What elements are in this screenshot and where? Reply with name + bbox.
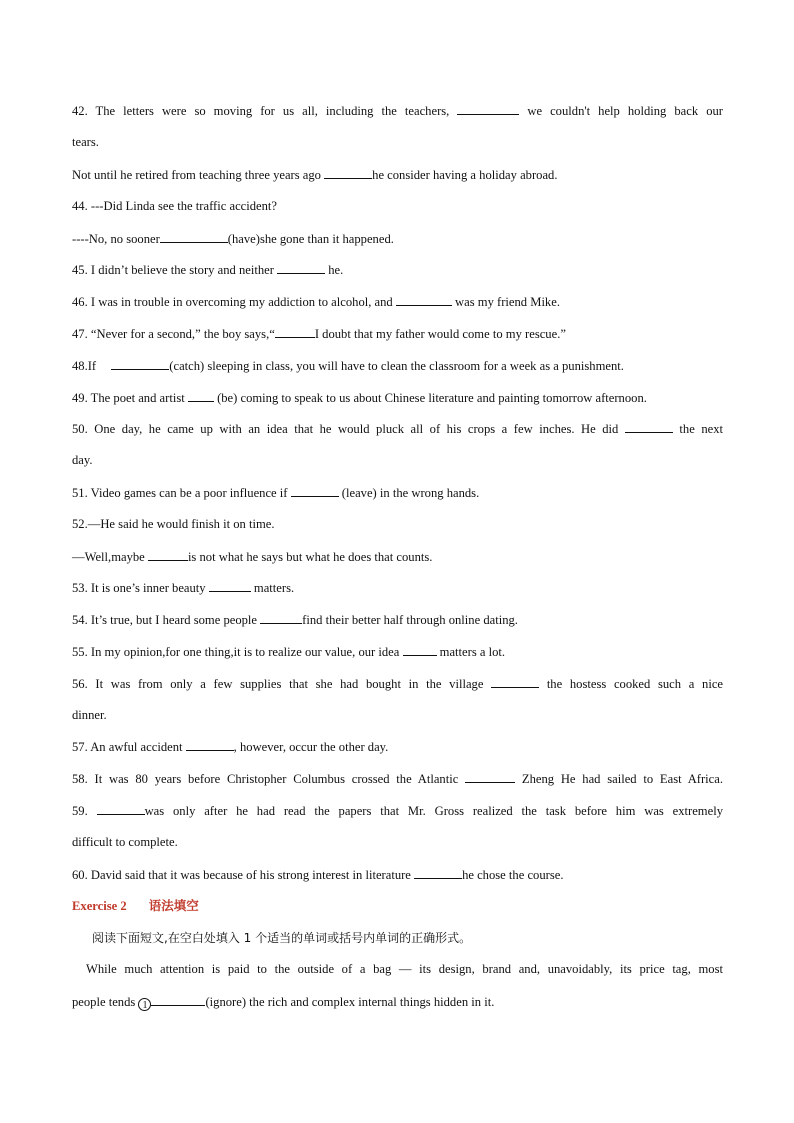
answer-blank[interactable] (457, 102, 519, 115)
exercise-title: 语法填空 (148, 898, 199, 913)
question-44-line2: ----No, no sooner (have)she gone than it happened. (72, 232, 394, 246)
answer-blank[interactable] (160, 230, 228, 243)
blank-number-badge: 1 (138, 998, 151, 1011)
question-51: 51. Video games can be a poor influence if (leave) in the wrong hands. (72, 486, 480, 500)
question-56-line1: 56. It was from only a few supplies that she had bought in the village the hostess cooked such a nice (72, 677, 723, 691)
answer-blank[interactable] (291, 484, 339, 497)
question-42-line1: 42. The letters were so moving for us all, including the teachers, we couldn't help holding back our (72, 104, 723, 118)
question-43: Not until he retired from teaching three years ago he consider having a holiday abroad. (72, 168, 558, 182)
answer-blank[interactable] (324, 166, 372, 179)
exercise-instruction: 阅读下面短文,在空白处填入 1 个适当的单词或括号内单词的正确形式。 (92, 931, 472, 945)
answer-blank[interactable] (111, 357, 169, 370)
question-55: 55. In my opinion,for one thing,it is to realize our value, our idea matters a lot. (72, 645, 506, 659)
answer-blank[interactable] (275, 325, 315, 338)
answer-blank[interactable] (260, 611, 302, 624)
answer-blank[interactable] (414, 866, 462, 879)
question-46: 46. I was in trouble in overcoming my addiction to alcohol, and was my friend Mike. (72, 295, 560, 309)
question-59-line1: 59. was only after he had read the papers that Mr. Gross realized the task before him was extremely (72, 804, 723, 818)
answer-blank[interactable] (151, 993, 205, 1006)
question-45: 45. I didn’t believe the story and neither he. (72, 263, 344, 277)
question-57: 57. An awful accident , however, occur the other day. (72, 740, 389, 754)
exercise-heading (72, 898, 723, 914)
question-56-line2: dinner. (72, 708, 107, 722)
answer-blank[interactable] (148, 548, 188, 561)
question-50-line2: day. (72, 453, 93, 467)
answer-blank[interactable] (465, 770, 515, 783)
question-60: 60. David said that it was because of his strong interest in literature he chose the course. (72, 868, 564, 882)
question-59-line2: difficult to complete. (72, 835, 178, 849)
question-48: 48.If (catch) sleeping in class, you will have to clean the classroom for a week as a punishment. (72, 359, 624, 373)
answer-blank[interactable] (491, 675, 539, 688)
answer-blank[interactable] (625, 420, 673, 433)
question-58: 58. It was 80 years before Christopher Columbus crossed the Atlantic Zheng He had sailed to East Africa. (72, 772, 723, 786)
passage-line2: people tends 1 (ignore) the rich and complex internal things hidden in it. (72, 995, 495, 1011)
question-52-line1: 52.—He said he would finish it on time. (72, 517, 275, 531)
question-44-line1: 44. ---Did Linda see the traffic accident? (72, 199, 278, 213)
question-54: 54. It’s true, but I heard some people find their better half through online dating. (72, 613, 518, 627)
answer-blank[interactable] (209, 579, 251, 592)
question-47: 47. “Never for a second,” the boy says,“ I doubt that my father would come to my rescue.” (72, 327, 566, 341)
question-42-line2: tears. (72, 135, 99, 149)
answer-blank[interactable] (396, 293, 452, 306)
passage-line1: While much attention is paid to the outside of a bag — its design, brand and, unavoidably, its price tag, most (86, 962, 723, 976)
answer-blank[interactable] (403, 643, 437, 656)
question-50-line1: 50. One day, he came up with an idea that he would pluck all of his crops a few inches. He did the next (72, 422, 723, 436)
answer-blank[interactable] (277, 261, 325, 274)
answer-blank[interactable] (188, 389, 214, 402)
answer-blank[interactable] (97, 802, 145, 815)
question-53: 53. It is one’s inner beauty matters. (72, 581, 295, 595)
exercise-label: Exercise 2 (72, 899, 127, 913)
question-52-line2: —Well,maybe is not what he says but what he does that counts. (72, 550, 433, 564)
answer-blank[interactable] (186, 738, 234, 751)
question-49: 49. The poet and artist (be) coming to speak to us about Chinese literature and painting tomorrow afternoon. (72, 391, 647, 405)
